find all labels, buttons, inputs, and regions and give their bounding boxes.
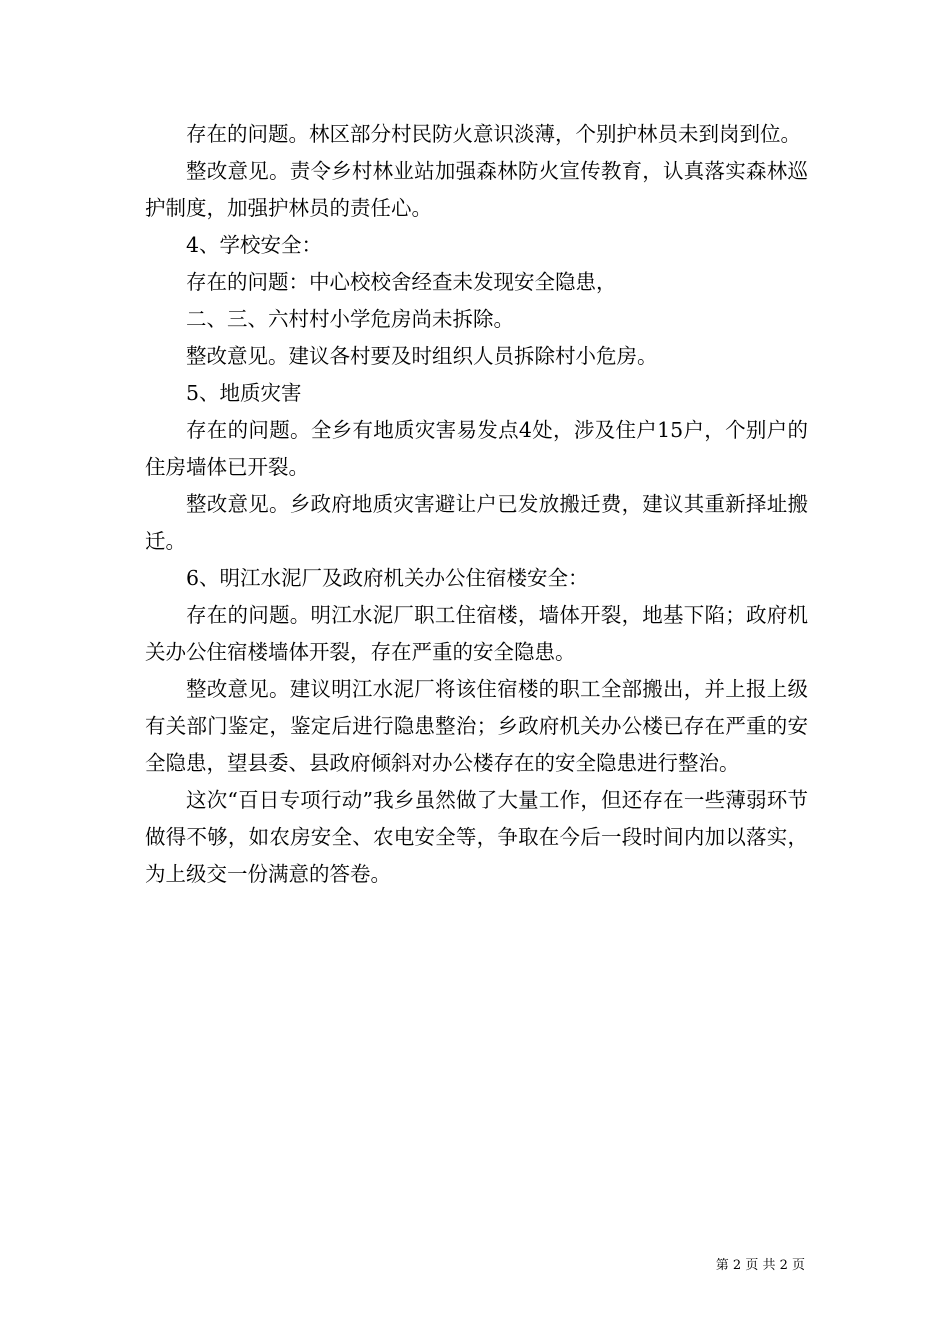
heading-school-safety: 4、学校安全： (186, 233, 323, 257)
paragraph-forest-problem: 存在的问题。林区部分村民防火意识淡薄，个别护林员未到岗到位。 (186, 122, 801, 146)
paragraph-cement-plant-rectification: 整改意见。建议明江水泥厂将该住宿楼的职工全部搬出，并上报上级有关部门鉴定，鉴定后进行隐患整治；乡政府机关办公楼已存在严重的安全隐患，望县委、县政府倾斜对办公楼存在的安全隐患进行整治。 (145, 677, 808, 775)
paragraph-forest-rectification: 整改意见。责令乡村林业站加强森林防火宣传教育，认真落实森林巡护制度，加强护林员的责任心。 (145, 159, 808, 220)
document-body (145, 116, 808, 893)
paragraph-conclusion: 这次“百日专项行动”我乡虽然做了大量工作，但还存在一些薄弱环节做得不够，如农房安全、农电安全等，争取在今后一段时间内加以落实，为上级交一份满意的答卷。 (145, 788, 808, 886)
heading-cement-plant-safety: 6、明江水泥厂及政府机关办公住宿楼安全： (186, 566, 589, 590)
paragraph-school-problem: 存在的问题：中心校校舍经查未发现安全隐患， (186, 270, 617, 294)
page-number-footer: 第 2 页 共 2 页 (715, 1258, 805, 1273)
paragraph-geological-problem: 存在的问题。全乡有地质灾害易发点4处，涉及住户15户，个别户的住房墙体已开裂。 (145, 418, 808, 479)
paragraph-geological-rectification: 整改意见。乡政府地质灾害避让户已发放搬迁费，建议其重新择址搬迁。 (145, 492, 808, 553)
paragraph-cement-plant-problem: 存在的问题。明江水泥厂职工住宿楼，墙体开裂，地基下陷；政府机关办公住宿楼墙体开裂，存在严重的安全隐患。 (145, 603, 808, 664)
paragraph-school-problem-continued: 二、三、六村村小学危房尚未拆除。 (186, 307, 514, 331)
paragraph-school-rectification: 整改意见。建议各村要及时组织人员拆除村小危房。 (186, 344, 658, 368)
heading-geological-disaster: 5、地质灾害 (186, 381, 302, 405)
